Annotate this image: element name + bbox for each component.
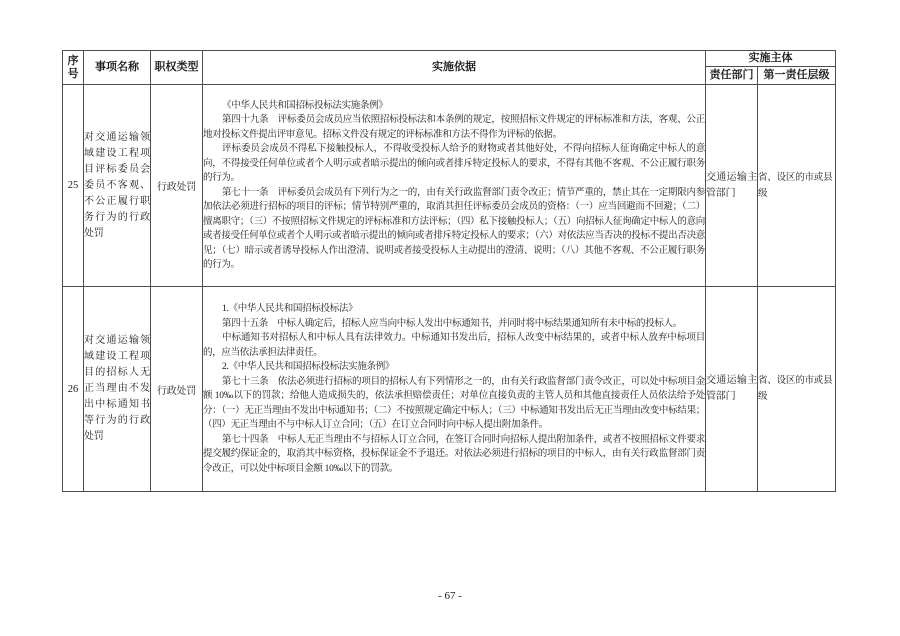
row-25-power-type: 行政处罚 bbox=[151, 85, 203, 287]
row-26-department: 交通运输主管部门 bbox=[706, 287, 758, 492]
header-basis: 实施依据 bbox=[203, 51, 706, 85]
table-header-row-1 bbox=[63, 51, 836, 67]
header-power-type: 职权类型 bbox=[151, 51, 203, 85]
row-25-level: 省、设区的市或县级 bbox=[758, 85, 836, 287]
authority-items-table bbox=[62, 50, 836, 492]
basis-paragraph: 2.《中华人民共和国招标投标法实施条例》 bbox=[222, 362, 395, 372]
basis-paragraph: 评标委员会成员不得私下接触投标人，不得收受投标人给予的财物或者其他好处，不得向招标人征询确定中标人的意向，不得接受任何单位或者个人明示或者暗示提出的倾向或者排斥特定投标人的要求，不得有其他不客观、不公正履行职务的行为。 bbox=[203, 144, 705, 183]
basis-paragraph: 第七十三条 依法必须进行招标的项目的招标人有下列情形之一的，由有关行政监督部门责令改正，可以处中标项目金额 10‰以下的罚款；给他人造成损失的，依法承担赔偿责任；对单位直接负责的主管人员和其他直接责任人员依法给予处分：（一）无正当理由不发出中标通知书；（二）不按照规定确定中标人；（三）中标通知书发出后无正当理由改变中标结果；（四）无正当理由不与中标人订立合同；（五）在订立合同时向中标人提出附加条件。 bbox=[203, 376, 705, 430]
basis-paragraph: 第七十一条 评标委员会成员有下列行为之一的，由有关行政监督部门责令改正；情节严重的，禁止其在一定期限内参加依法必须进行招标的项目的评标；情节特别严重的，取消其担任评标委员会成员的资格：（一）应当回避而不回避；（二）擅离职守；（三）不按照招标文件规定的评标标准和方法评标；（四）私下接触投标人；（五）向招标人征询确定中标人的意向或者接受任何单位或者个人明示或者暗示提出的倾向或者排斥特定投标人的要求；（六）对依法应当否决的投标不提出否决意见；（七）暗示或者诱导投标人作出澄清、说明或者接受投标人主动提出的澄清、说明；（八）其他不客观、不公正履行职务的行为。 bbox=[203, 187, 705, 270]
basis-paragraph: 《中华人民共和国招标投标法实施条例》 bbox=[222, 100, 388, 111]
row-26-level: 省、设区的市或县级 bbox=[758, 287, 836, 492]
header-seq: 序号 bbox=[63, 51, 84, 85]
row-25-seq: 25 bbox=[63, 85, 84, 287]
row-26-seq: 26 bbox=[63, 287, 84, 492]
table-row bbox=[63, 287, 836, 492]
page-number: - 67 - bbox=[438, 590, 462, 602]
basis-paragraph: 第四十五条 中标人确定后，招标人应当向中标人发出中标通知书，并同时将中标结果通知所有未中标的投标人。 bbox=[222, 318, 683, 329]
row-25-department: 交通运输主管部门 bbox=[706, 85, 758, 287]
table-row bbox=[63, 85, 836, 287]
row-25-item-name: 对交通运输领域建设工程项目评标委员会委员不客观、不公正履行职务行为的行政处罚 bbox=[84, 85, 151, 287]
header-level: 第一责任层级 bbox=[758, 67, 836, 85]
basis-paragraph: 中标通知书对招标人和中标人具有法律效力。中标通知书发出后，招标人改变中标结果的，或者中标人放弃中标项目的，应当依法承担法律责任。 bbox=[203, 333, 705, 358]
basis-paragraph: 第七十四条 中标人无正当理由不与招标人订立合同，在签订合同时向招标人提出附加条件，或者不按照招标文件要求提交履约保证金的，取消其中标资格，投标保证金不予退还。对依法必须进行招标的项目的中标人，由有关行政监督部门责令改正，可以处中标项目金额 10‰以下的罚款。 bbox=[203, 434, 705, 474]
header-department: 责任部门 bbox=[706, 67, 758, 85]
header-subject: 实施主体 bbox=[706, 51, 836, 67]
header-item-name: 事项名称 bbox=[84, 51, 151, 85]
basis-paragraph: 第四十九条 评标委员会成员应当依照招标投标法和本条例的规定，按照招标文件规定的评标标准和方法，客观、公正地对投标文件提出评审意见。招标文件没有规定的评标标准和方法不得作为评标的依据。 bbox=[203, 115, 705, 140]
row-25-basis bbox=[203, 85, 706, 287]
basis-paragraph: 1.《中华人民共和国招标投标法》 bbox=[222, 304, 358, 314]
row-26-power-type: 行政处罚 bbox=[151, 287, 203, 492]
row-26-item-name: 对交通运输领域建设工程项目的招标人无正当理由不发出中标通知书等行为的行政处罚 bbox=[84, 287, 151, 492]
row-26-basis bbox=[203, 287, 706, 492]
